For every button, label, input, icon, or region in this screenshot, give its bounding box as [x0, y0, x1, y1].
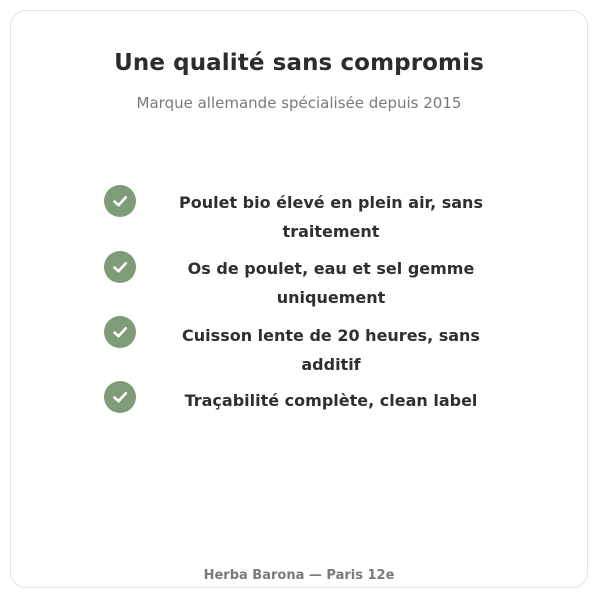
check-icon — [104, 316, 136, 348]
check-icon — [104, 185, 136, 217]
card-subtitle: Marque allemande spécialisée depuis 2015 — [136, 94, 462, 112]
feature-text: Poulet bio élevé en plein air, sans traitement — [179, 193, 483, 241]
feature-text: Cuisson lente de 20 heures, sans additif — [182, 326, 480, 374]
check-icon — [104, 251, 136, 283]
check-icon — [104, 381, 136, 413]
feature-text: Os de poulet, eau et sel gemme uniquement — [187, 259, 475, 307]
feature-text: Traçabilité complète, clean label — [184, 391, 478, 410]
feature-list — [11, 11, 587, 587]
card-title: Une qualité sans compromis — [114, 50, 484, 76]
footer-text: Herba Barona — Paris 12e — [203, 568, 395, 583]
quality-card — [10, 10, 588, 588]
